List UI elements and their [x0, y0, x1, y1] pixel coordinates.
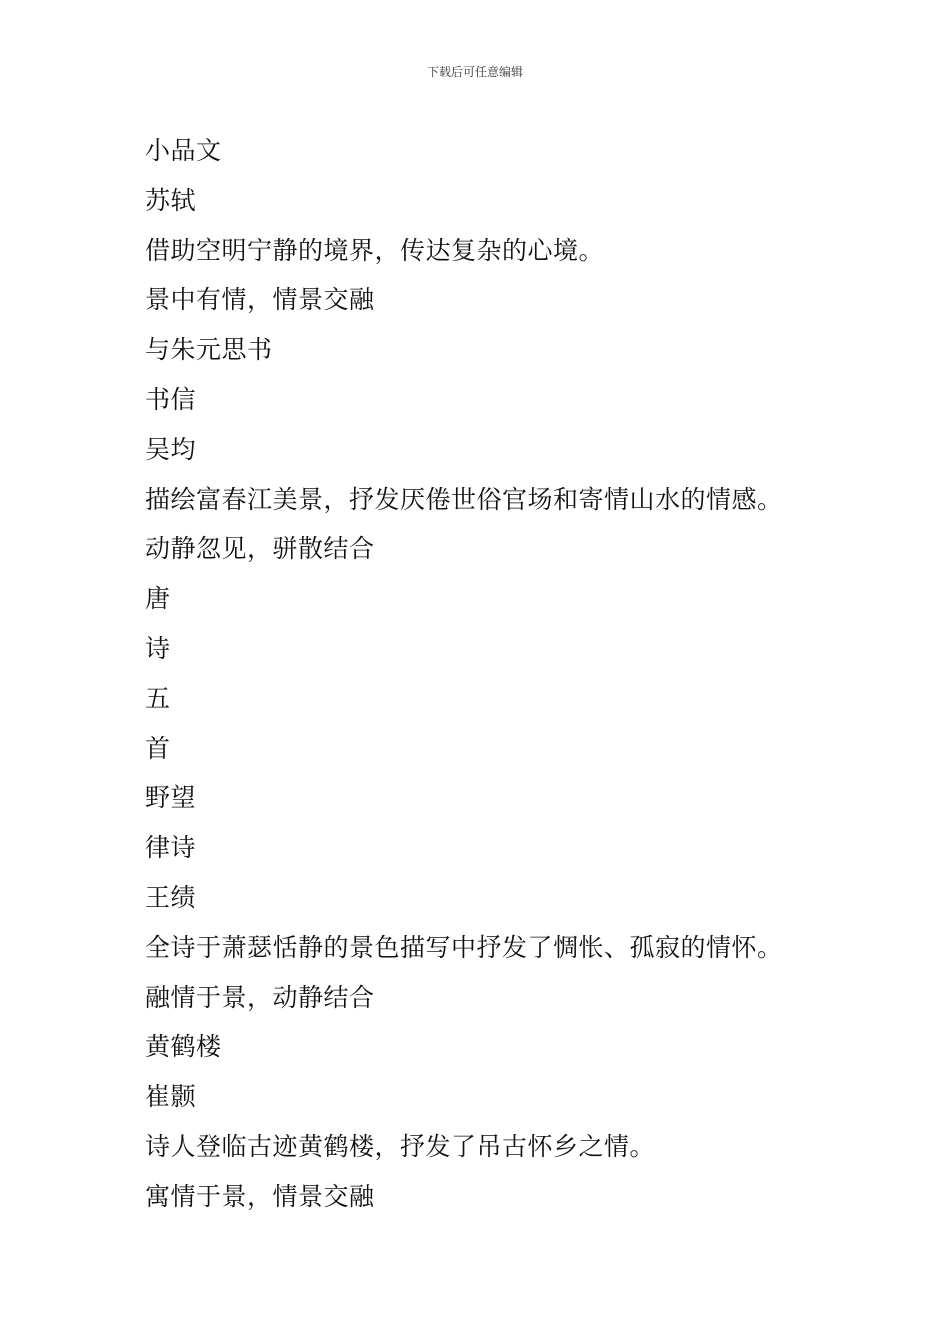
text-line-heading: 首	[145, 733, 171, 763]
text-line-author: 苏轼	[145, 185, 197, 215]
text-line-feature: 寓情于景，情景交融	[145, 1181, 375, 1211]
text-line-theme: 诗人登临古迹黄鹤楼，抒发了吊古怀乡之情。	[145, 1131, 656, 1161]
text-line-genre: 小品文	[145, 136, 222, 165]
text-line-theme: 借助空明宁静的境界，传达复杂的心境。	[145, 235, 605, 265]
text-line-title: 野望	[145, 783, 197, 813]
text-line-theme: 描绘富春江美景，抒发厌倦世俗官场和寄情山水的情感。	[145, 484, 783, 514]
text-line-author: 吴均	[145, 434, 197, 464]
page-header-note: 下载后可任意编辑	[426, 65, 523, 79]
text-line-theme: 全诗于萧瑟恬静的景色描写中抒发了惆怅、孤寂的情怀。	[145, 932, 783, 962]
text-line-title: 与朱元思书	[145, 335, 273, 365]
text-line-author: 崔颢	[145, 1082, 197, 1112]
text-line-heading: 唐	[145, 584, 171, 614]
text-line-feature: 动静忽见，骈散结合	[145, 534, 375, 564]
text-line-heading: 五	[145, 683, 171, 713]
text-line-author: 王绩	[145, 882, 197, 912]
text-line-feature: 景中有情，情景交融	[145, 285, 375, 315]
text-line-genre: 书信	[145, 384, 197, 414]
text-line-genre: 律诗	[145, 833, 197, 863]
text-line-feature: 融情于景，动静结合	[145, 982, 375, 1012]
document-body	[145, 126, 905, 1222]
text-line-heading: 诗	[145, 633, 171, 663]
text-line-title: 黄鹤楼	[145, 1032, 222, 1062]
